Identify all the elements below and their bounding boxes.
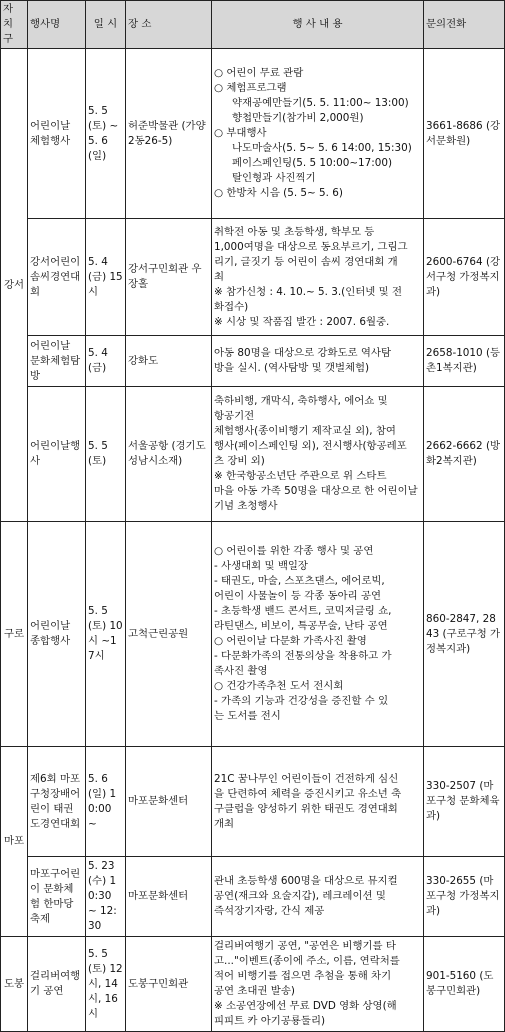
event-contact: 3661-8686 (강서문화원)	[424, 49, 505, 219]
event-place: 강서구민회관 우장홀	[126, 219, 212, 336]
content-line: 향첩만들기(참가비 2,000원)	[232, 112, 364, 124]
event-name: 어린이날행사	[28, 387, 86, 522]
content-line: 개최	[214, 817, 235, 830]
content-line: 축하비행, 개막식, 축하행사, 에어쇼 및	[214, 395, 388, 407]
event-contact: 860-2847, 2843 (구로구청 가정복지과)	[424, 522, 505, 747]
content-line: 화접수)	[214, 300, 249, 313]
event-name: 제6회 마포구청장배어린이 태권도경연대회	[28, 747, 86, 857]
content-line: 취학전 아동 및 초등학생, 학부모 등	[214, 225, 375, 238]
content-line: 1,000여명을 대상으로 동요부르기, 그림그	[214, 240, 408, 253]
content-line: 최	[214, 270, 225, 283]
content-line: ○ 어린이 무료 관람	[214, 67, 304, 79]
event-date: 5. 4(금)	[86, 336, 126, 387]
event-place: 서울공항 (경기도성남시소재)	[126, 387, 212, 522]
event-name: 마포구어린이 문화체험 한마당 축제	[28, 857, 86, 937]
table-row	[1, 747, 505, 857]
region-cell: 강서	[1, 49, 28, 522]
content-line: - 가족의 기능과 건강성을 증진할 수 있	[214, 695, 389, 707]
event-place: 강화도	[126, 336, 212, 387]
content-line: 공연(재크와 요술지갑), 레크레이션 및	[214, 890, 386, 902]
event-place: 허준박물관 (가양2동26-5)	[126, 49, 212, 219]
event-date: 5. 5 (토) ~ 5. 6 (일)	[86, 49, 126, 219]
event-contact: 2662-6662 (방화2복지관)	[424, 387, 505, 522]
content-line: ○ 어린이를 위한 각종 행사 및 공연	[214, 545, 374, 557]
event-place: 마포문화센터	[126, 857, 212, 937]
event-content	[212, 387, 424, 522]
table-row	[1, 522, 505, 747]
event-place: 고척근린공원	[126, 522, 212, 747]
table-row	[1, 219, 505, 336]
content-line: ※ 소공연장에선 무료 DVD 영화 상영(해	[214, 1000, 397, 1012]
content-line: 즉석장기자랑, 간식 제공	[214, 905, 325, 917]
event-date: 5. 6 (일) 10:00 ~	[86, 747, 126, 857]
event-contact: 330-2655 (마포구청 가정복지과)	[424, 857, 505, 937]
event-content	[212, 857, 424, 937]
event-name: 어린이날 체험행사	[28, 49, 86, 219]
region-cell: 구로	[1, 522, 28, 747]
content-line: 고..."이벤트(종이에 주소, 이름, 연락처를	[214, 955, 400, 967]
content-line: 나도마술사(5. 5~ 5. 6 14:00, 15:30)	[232, 142, 412, 154]
content-line: 라틴댄스, 비보이, 특공무술, 난타 공연	[214, 620, 388, 632]
event-name: 어린이날 문화체험탐방	[28, 336, 86, 387]
event-content	[212, 336, 424, 387]
content-line: 는 도서를 전시	[214, 710, 281, 722]
content-line: 약재공예만들기(5. 5. 11:00~ 13:00)	[232, 97, 409, 109]
content-line: 관내 초등학생 600명을 대상으로 뮤지컬	[214, 875, 398, 887]
event-content	[212, 49, 424, 219]
content-line: 구클럽을 양성하기 위한 태권도 경연대회	[214, 802, 398, 815]
event-date: 5. 4 (금) 15시	[86, 219, 126, 336]
content-line: 방을 실시. (역사탐방 및 갯벌체험)	[214, 362, 370, 374]
content-line: 21C 꿈나무인 어린이들이 건전하게 심신	[214, 772, 399, 785]
event-place: 도봉구민회관	[126, 937, 212, 1032]
header-date: 일 시	[86, 1, 126, 49]
content-line: 공연 초대권 발송)	[214, 985, 295, 997]
event-contact: 330-2507 (마포구청 문화체육과)	[424, 747, 505, 857]
content-line: 페이스페인팅(5. 5 10:00~17:00)	[232, 157, 393, 169]
content-line: ○ 어린이날 다문화 가족사진 촬영	[214, 635, 367, 647]
event-content	[212, 219, 424, 336]
event-contact: 901-5160 (도봉구민회관)	[424, 937, 505, 1032]
region-cell: 마포	[1, 747, 28, 937]
event-date: 5. 5(토) 10시 ~17시	[86, 522, 126, 747]
content-line: 을 단련하여 체력을 증진시키고 유소년 축	[214, 787, 402, 800]
content-line: 행사(페이스페인팅 외), 전시행사(항공레포	[214, 440, 407, 452]
event-contact: 2658-1010 (등촌1복지관)	[424, 336, 505, 387]
content-line: 걸리버여행기 공연, "공연은 비행기를 타	[214, 940, 396, 952]
event-content	[212, 522, 424, 747]
content-line: 적어 비행기를 접으면 추첨을 통해 차기	[214, 970, 392, 982]
table-row	[1, 387, 505, 522]
table-row	[1, 336, 505, 387]
event-name: 강서어린이 솜씨경연대회	[28, 219, 86, 336]
content-line: 족사진 촬영	[214, 665, 268, 677]
event-date: 5. 5 (토)	[86, 387, 126, 522]
content-line: ※ 참가신청 : 4. 10.~ 5. 3.(인터넷 및 전	[214, 285, 402, 298]
header-content: 행 사 내 용	[212, 1, 424, 49]
content-line: ○ 부대행사	[214, 127, 267, 139]
header-place: 장 소	[126, 1, 212, 49]
header-event-name: 행사명	[28, 1, 86, 49]
event-date: 5. 5(토) 12시, 14시, 16시	[86, 937, 126, 1032]
content-line: 어린이 사물놀이 등 각종 동아리 공연	[214, 590, 382, 602]
event-place: 마포문화센터	[126, 747, 212, 857]
content-line: ○ 한방차 시음 (5. 5~ 5. 6)	[214, 187, 343, 199]
table-row	[1, 857, 505, 937]
event-content	[212, 937, 424, 1032]
region-cell: 도봉	[1, 937, 28, 1032]
event-date: 5. 23 (수) 10:30 ~ 12:30	[86, 857, 126, 937]
content-line: 기념 초청행사	[214, 500, 278, 512]
content-line: ○ 건강가족추천 도서 전시회	[214, 680, 344, 692]
content-line: 체험행사(종이비행기 제작교실 외), 참여	[214, 425, 396, 437]
content-line: ○ 체험프로그램	[214, 82, 287, 94]
content-line: 탈인형과 사진찍기	[232, 172, 316, 184]
content-line: ※ 시상 및 작품집 발간 : 2007. 6월중.	[214, 315, 390, 328]
content-line: 리기, 글짓기 등 어린이 솜씨 경연대회 개	[214, 255, 398, 268]
event-name: 걸리버여행기 공연	[28, 937, 86, 1032]
content-line: - 다문화가족의 전통의상을 착용하고 가	[214, 650, 392, 662]
content-line: 항공기전	[214, 410, 255, 422]
header-row	[1, 1, 505, 49]
event-contact: 2600-6764 (강서구청 가정복지과)	[424, 219, 505, 336]
content-line: 마을 아동 가족 50명을 대상으로 한 어린이날	[214, 485, 418, 497]
event-content	[212, 747, 424, 857]
content-line: - 초등학생 밴드 콘서트, 코믹저글링 쇼,	[214, 605, 392, 617]
content-line: 아동 80명을 대상으로 강화도로 역사탐	[214, 347, 391, 359]
content-line: - 태권도, 마술, 스포츠댄스, 에어로빅,	[214, 575, 385, 587]
event-name: 어린이날 종합행사	[28, 522, 86, 747]
content-line: ※ 한국항공소년단 주관으로 위 스타트	[214, 470, 387, 482]
content-line: 피피트 카 아기공룡둘리)	[214, 1015, 326, 1027]
table-row	[1, 937, 505, 1032]
table-row	[1, 49, 505, 219]
content-line: - 사생대회 및 백일장	[214, 560, 308, 572]
content-line: 츠 장비 외)	[214, 455, 265, 467]
header-contact: 문의전화	[424, 1, 505, 49]
header-area: 자치구	[1, 1, 28, 49]
